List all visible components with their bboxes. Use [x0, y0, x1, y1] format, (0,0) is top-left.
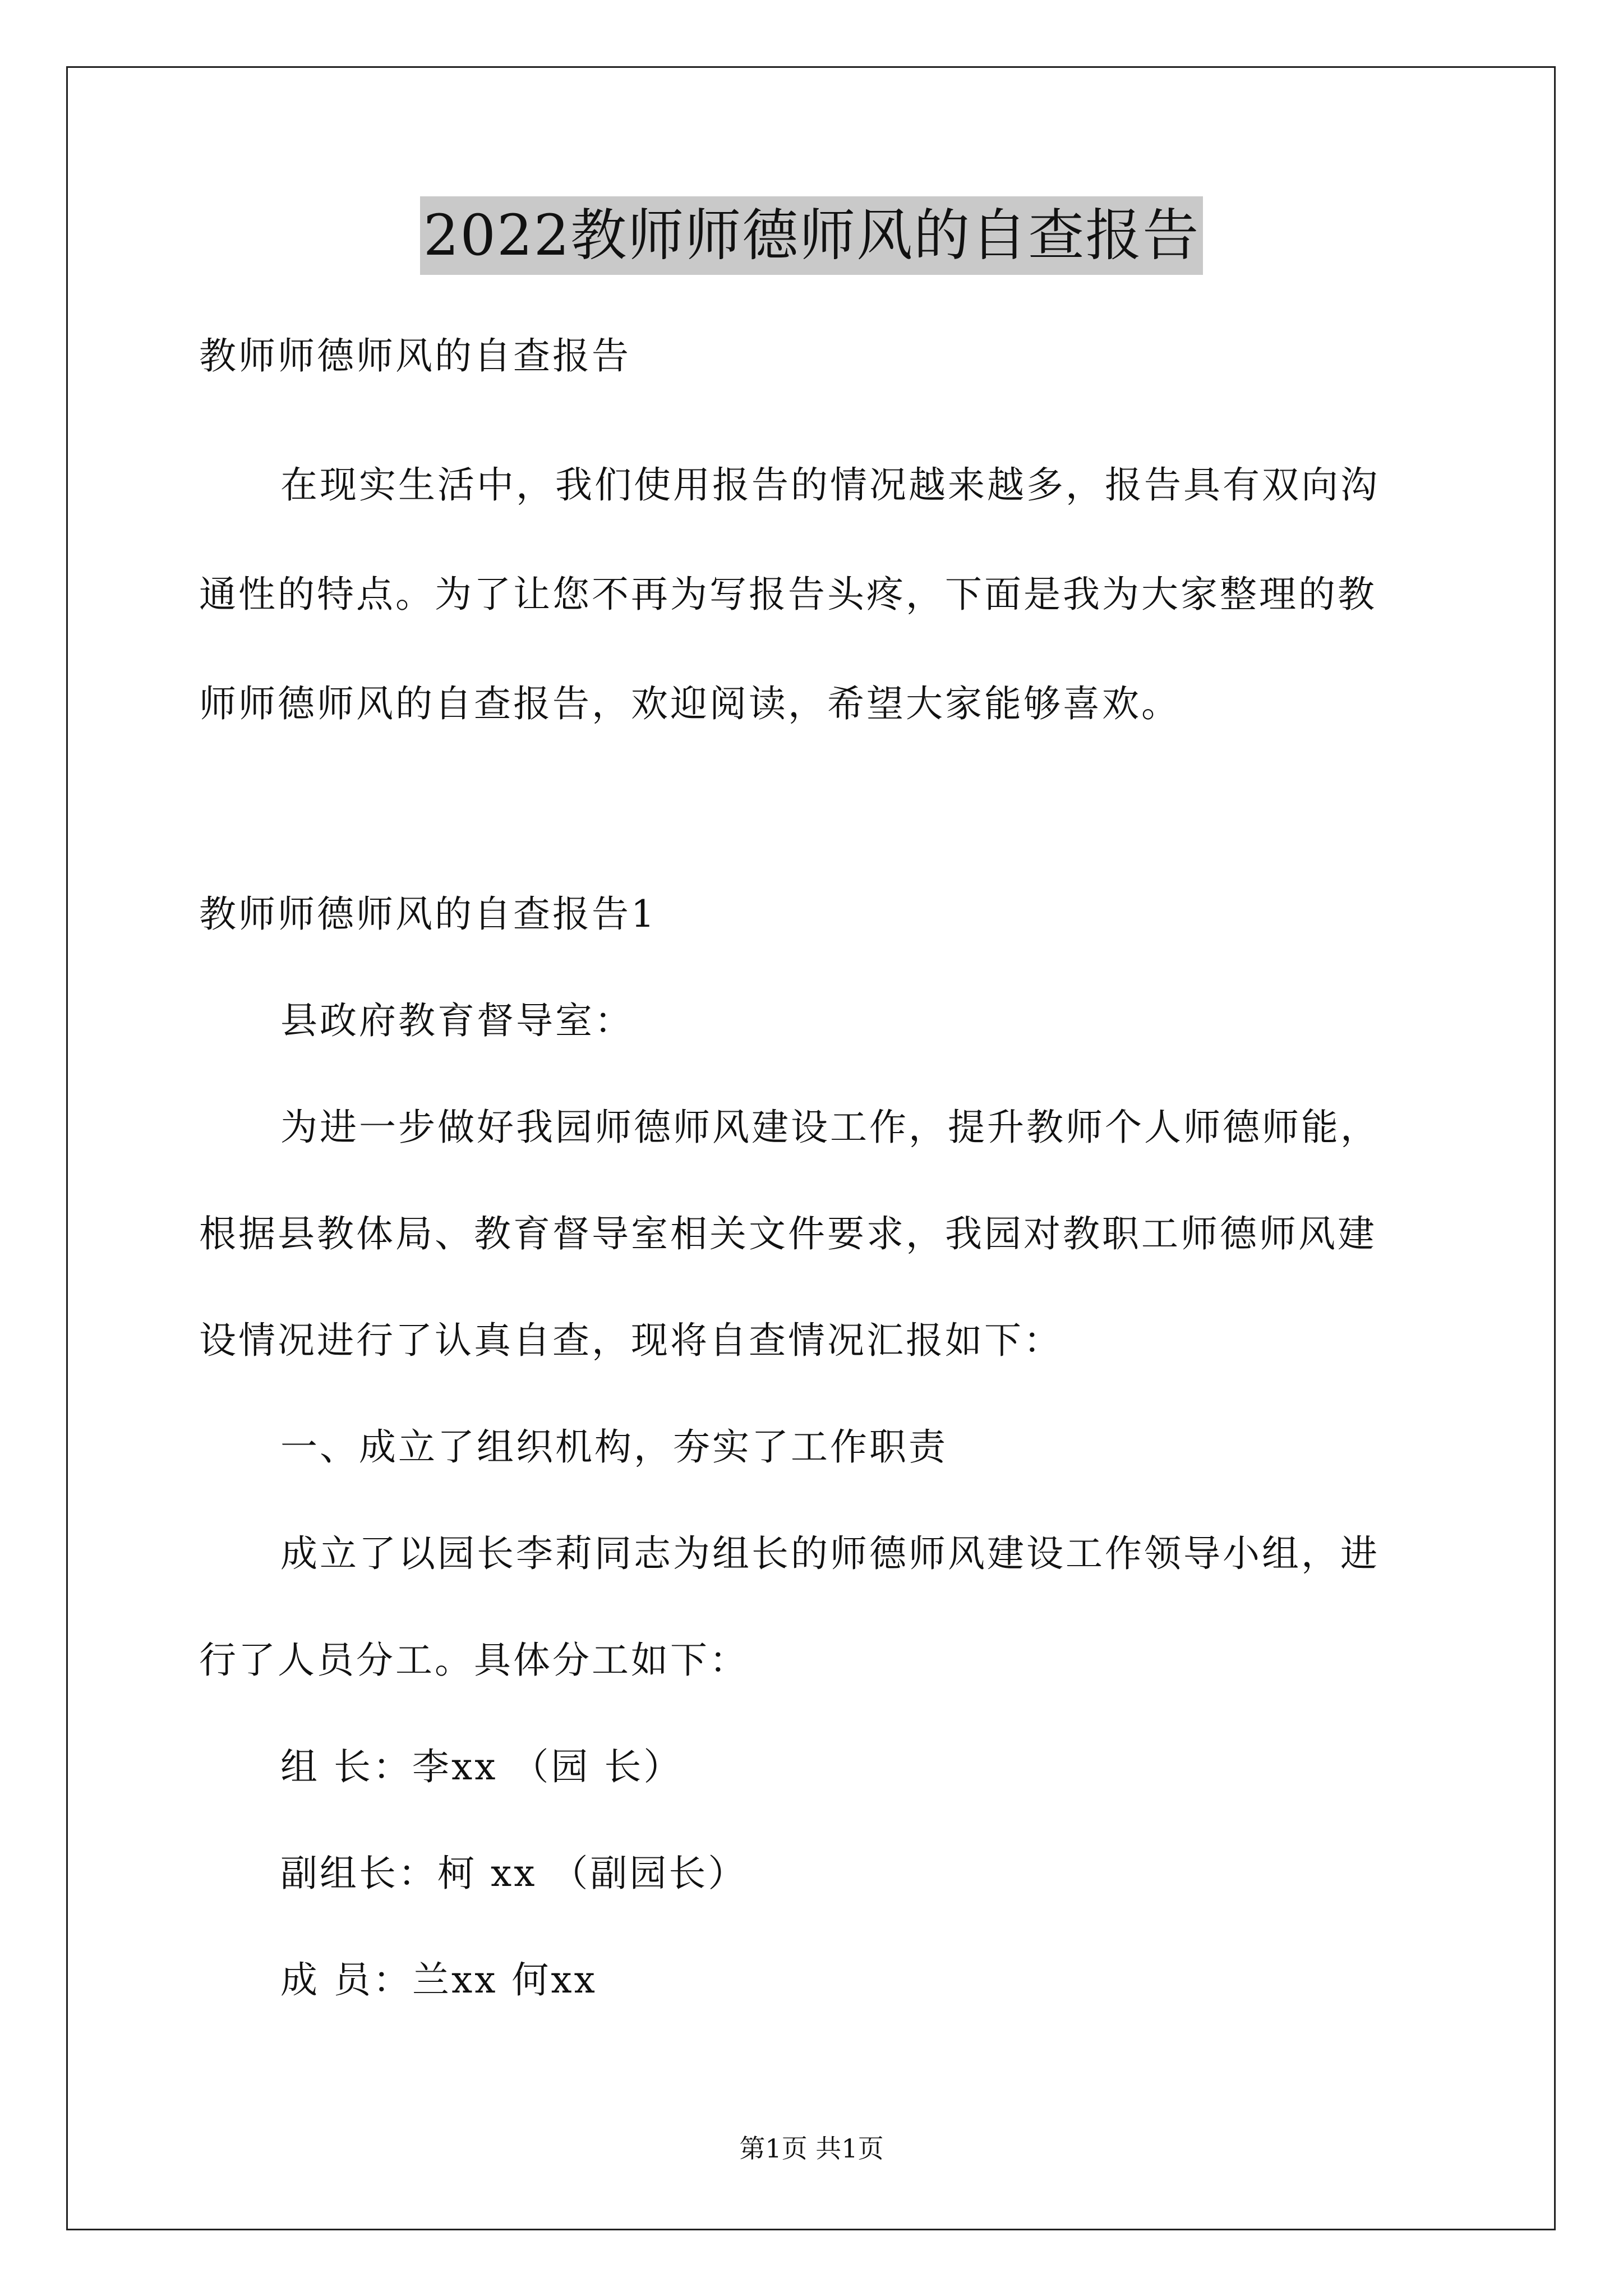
body-line-2: 根据县教体局、教育督导室相关文件要求，我园对教职工师德师风建 [199, 1212, 1377, 1255]
intro-line-3: 师师德师风的自查报告，欢迎阅读，希望大家能够喜欢。 [199, 682, 1181, 725]
page-footer: 第1页 共1页 [739, 2133, 884, 2164]
body-line-3: 设情况进行了认真自查，现将自查情况汇报如下： [199, 1319, 1063, 1362]
team-members-line: 成 员：兰xx 何xx [280, 1958, 597, 2001]
intro-line-2: 通性的特点。为了让您不再为写报告头疼，下面是我为大家整理的教 [199, 573, 1377, 616]
subsection-heading: 一、成立了组织机构，夯实了工作职责 [280, 1425, 948, 1469]
body-line-1: 为进一步做好我园师德师风建设工作，提升教师个人师德师能， [280, 1106, 1380, 1149]
section-heading: 教师师德师风的自查报告1 [199, 892, 657, 936]
document-title: 2022教师师德师风的自查报告 [420, 196, 1204, 275]
team-deputy-line: 副组长：柯 xx （副园长） [280, 1852, 748, 1895]
addressee-line: 县政府教育督导室： [280, 999, 634, 1042]
body-line-5: 行了人员分工。具体分工如下： [199, 1639, 749, 1682]
body-line-4: 成立了以园长李莉同志为组长的师德师风建设工作领导小组，进 [280, 1532, 1380, 1575]
intro-line-1: 在现实生活中，我们使用报告的情况越来越多，报告具有双向沟 [280, 463, 1380, 507]
subtitle-line: 教师师德师风的自查报告 [199, 334, 631, 378]
team-leader-line: 组 长：李xx （园 长） [280, 1745, 683, 1788]
title-container [0, 196, 1623, 275]
